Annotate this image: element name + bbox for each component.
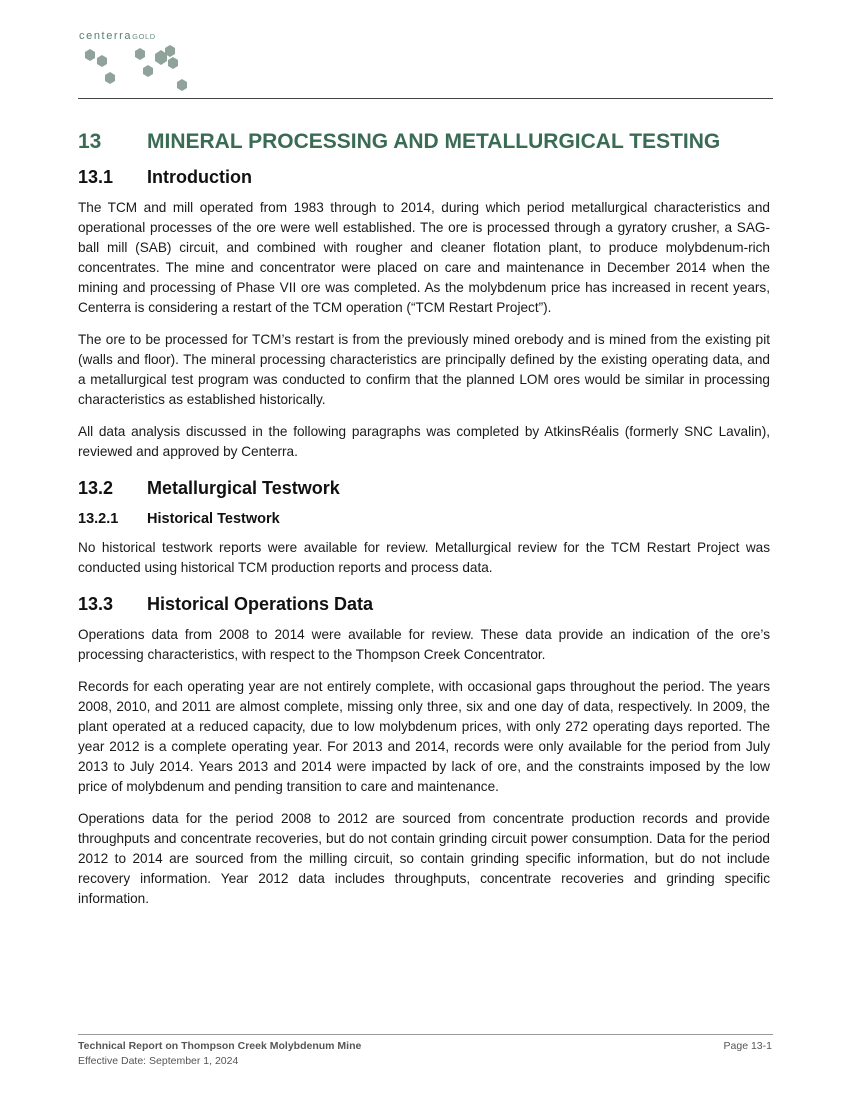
hex-shape <box>105 72 115 84</box>
footer-report-title: Technical Report on Thompson Creek Molybdenum Mine <box>78 1040 362 1052</box>
section-title: Historical Testwork <box>147 511 280 527</box>
section-number: 13.1 <box>78 167 114 187</box>
logo-gold-text: GOLD <box>132 32 156 41</box>
paragraph: Operations data for the period 2008 to 2012 are sourced from concentrate production records and provide throughputs and concentrate recoveries, but do not contain grinding circuit power consumption. Data for the period 2012 to 2014 are sourced from the milling circuit, so contain grinding specific information, but do not include recovery information. Year 2012 data includes throughputs, concentrate recoveries and grinding specific information. <box>78 811 770 906</box>
section-number: 13.3 <box>78 594 114 614</box>
company-logo <box>79 30 209 96</box>
section-title: MINERAL PROCESSING AND METALLURGICAL TESTING <box>147 130 721 153</box>
hex-shape <box>97 55 107 67</box>
paragraph: Records for each operating year are not entirely complete, with occasional gaps throughout the period. The years 2008, 2010, and 2011 are almost complete, missing only three, six and one day of data, respectively. In 2009, the plant operated at a reduced capacity, due to low molybdenum prices, with only 272 operating days reported. The year 2012 is a complete operating year. For 2013 and 2014, records were only available for the period from July 2013 to July 2014. Years 2013 and 2014 were impacted by lack of ore, and the constraints imposed by the low price of molybdenum and pending transition to care and maintenance. <box>78 679 770 794</box>
paragraph: Operations data from 2008 to 2014 were available for review. These data provide an indication of the ore’s processing characteristics, with respect to the Thompson Creek Concentrator. <box>78 627 770 662</box>
section-13-3-heading <box>78 592 770 616</box>
section-title: Historical Operations Data <box>147 594 374 614</box>
paragraph: No historical testwork reports were available for review. Metallurgical review for the TCM Restart Project was conducted using historical TCM production reports and process data. <box>78 540 770 575</box>
footer-divider <box>78 1034 773 1035</box>
header-divider <box>78 98 773 99</box>
section-title: Introduction <box>147 167 252 187</box>
hexagon-cluster-icon <box>79 44 199 96</box>
section-13-2-1-heading <box>78 509 770 529</box>
logo-wordmark <box>79 30 156 42</box>
section-13-heading <box>78 128 770 156</box>
paragraph: The ore to be processed for TCM’s restart is from the previously mined orebody and is mined from the existing pit (walls and floor). The mineral processing characteristics are principally defined by the existing operating data, and a metallurgical test program was conducted to confirm that the planned LOM ores would be similar in processing characteristics as established historically. <box>78 332 770 407</box>
section-number: 13.2 <box>78 478 114 498</box>
page-number: Page 13-1 <box>723 1040 772 1052</box>
hex-shape <box>168 57 178 69</box>
hex-shape <box>85 49 95 61</box>
section-13-1-heading <box>78 165 770 189</box>
section-number: 13.2.1 <box>78 511 119 527</box>
logo-main-text: centerra <box>79 30 133 42</box>
hex-shape <box>143 65 153 77</box>
footer-info <box>78 1039 361 1069</box>
section-number: 13 <box>78 130 102 153</box>
hex-shape <box>177 79 187 91</box>
paragraph: All data analysis discussed in the following paragraphs was completed by AtkinsRéalis (formerly SNC Lavalin), reviewed and approved by Centerra. <box>78 424 770 459</box>
footer-effective-date: Effective Date: September 1, 2024 <box>78 1055 239 1067</box>
hex-shape <box>135 48 145 60</box>
section-title: Metallurgical Testwork <box>147 478 340 498</box>
section-13-2-heading <box>78 476 770 500</box>
document-body <box>78 124 770 921</box>
paragraph: The TCM and mill operated from 1983 through to 2014, during which period metallurgical characteristics and operational processes of the ore were well established. The ore is processed through a gyratory crusher, a SAG-ball mill (SAB) circuit, and combined with rougher and cleaner flotation plant, to produce molybdenum-rich concentrates. The mine and concentrator were placed on care and maintenance in December 2014 when the mining and processing of Phase VII ore was completed. As the molybdenum price has increased in recent years, Centerra is considering a restart of the TCM operation (“TCM Restart Project”). <box>78 200 770 315</box>
